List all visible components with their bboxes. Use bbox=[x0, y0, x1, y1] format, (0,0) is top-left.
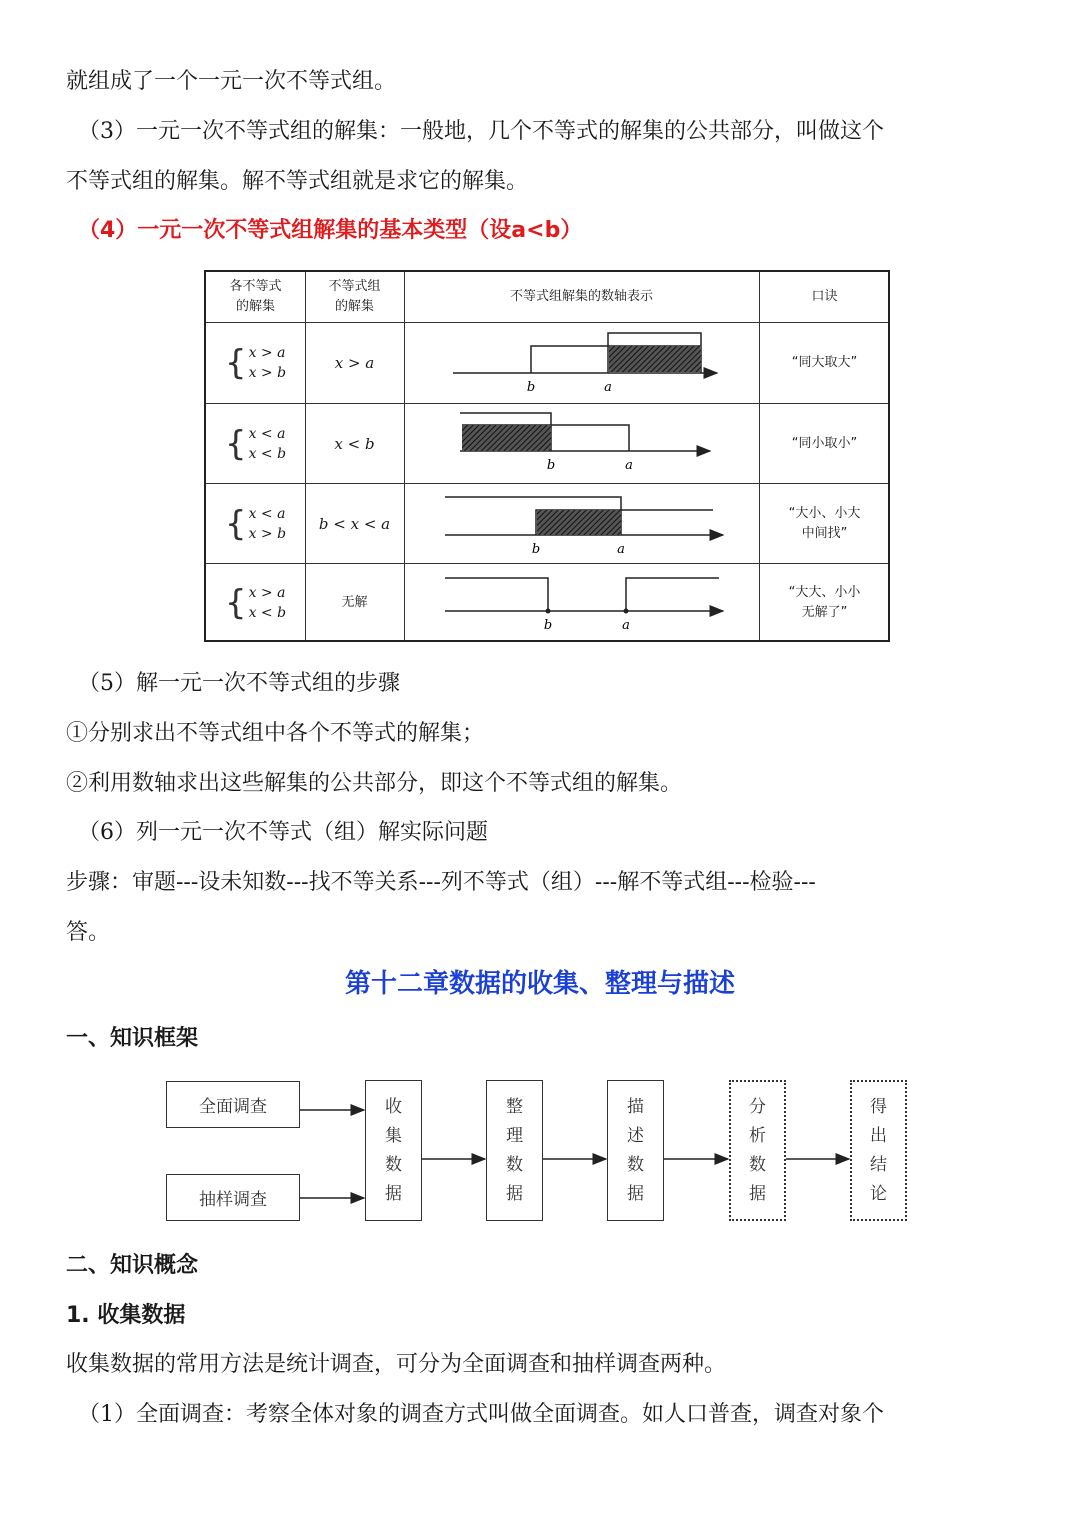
analyze-data-box: 分 析 数 据 bbox=[729, 1080, 786, 1221]
axis-label-a: a bbox=[625, 458, 633, 473]
subsection-heading: 1. 收集数据 bbox=[66, 1303, 186, 1328]
paragraph-line: ①分别求出不等式组中各个不等式的解集； bbox=[66, 721, 485, 746]
number-line-diagrams bbox=[405, 272, 759, 642]
organize-data-box: 整 理 数 据 bbox=[486, 1080, 543, 1221]
solution-set: x < b bbox=[334, 434, 375, 453]
paragraph-line: 就组成了一个一元一次不等式组。 bbox=[66, 69, 397, 94]
full-survey-box: 全面调查 bbox=[166, 1081, 300, 1128]
paragraph-line: （5）解一元一次不等式组的步骤 bbox=[78, 671, 400, 696]
table-header: 各不等式 的解集 bbox=[229, 279, 282, 314]
collect-data-box: 收 集 数 据 bbox=[365, 1080, 422, 1221]
rule-mnemonic: “大小、小大 中间找” bbox=[788, 505, 861, 541]
chapter-title: 第十二章数据的收集、整理与描述 bbox=[344, 969, 735, 999]
axis-label-a: a bbox=[617, 542, 625, 557]
section-heading: （4）一元一次不等式组解集的基本类型（设a<b） bbox=[78, 218, 583, 243]
paragraph-line: （3）一元一次不等式组的解集：一般地，几个不等式的解集的公共部分，叫做这个 bbox=[78, 119, 884, 144]
table-row: { x < a x > b bbox=[224, 503, 287, 544]
rule-mnemonic: “同大取大” bbox=[791, 355, 858, 370]
describe-data-box: 描 述 数 据 bbox=[607, 1080, 664, 1221]
number-line-row-3 bbox=[445, 497, 723, 557]
section-heading: 二、知识概念 bbox=[66, 1253, 199, 1278]
solution-set: 无解 bbox=[341, 595, 368, 610]
section-heading: 一、知识框架 bbox=[66, 1026, 199, 1051]
axis-label-b: b bbox=[526, 380, 536, 395]
rule-mnemonic: “大大、小小 无解了” bbox=[788, 585, 861, 620]
solution-set: x > a bbox=[334, 354, 375, 372]
axis-label-a: a bbox=[604, 380, 612, 395]
paragraph-line: ②利用数轴求出这些解集的公共部分，即这个不等式组的解集。 bbox=[66, 771, 683, 796]
draw-conclusion-box: 得 出 结 论 bbox=[850, 1080, 907, 1221]
sample-survey-box: 抽样调查 bbox=[166, 1174, 300, 1221]
number-line-row-2 bbox=[460, 413, 710, 473]
paragraph-line: 步骤：审题---设未知数---找不等关系---列不等式（组）---解不等式组---检验--- bbox=[66, 870, 816, 895]
number-line-row-4 bbox=[445, 578, 723, 633]
paragraph-line: 答。 bbox=[66, 920, 111, 945]
solution-set: b < x < a bbox=[318, 514, 391, 533]
rule-mnemonic: “同小取小” bbox=[791, 435, 858, 451]
axis-label-a: a bbox=[622, 618, 630, 633]
paragraph-line: （1）全面调查：考察全体对象的调查方式叫做全面调查。如人口普查，调查对象个 bbox=[78, 1402, 884, 1427]
table-header: 口诀 bbox=[811, 289, 838, 304]
axis-label-b: b bbox=[543, 618, 553, 633]
axis-label-b: b bbox=[531, 542, 541, 557]
table-row: { x < a x < b bbox=[224, 423, 287, 464]
table-row: { x > a x > b bbox=[224, 343, 287, 383]
table-row: { x > a x < b bbox=[224, 583, 287, 623]
paragraph-line: 收集数据的常用方法是统计调查，可分为全面调查和抽样调查两种。 bbox=[66, 1352, 727, 1377]
axis-label-b: b bbox=[546, 458, 556, 473]
table-header: 不等式组解集的数轴表示 bbox=[509, 289, 653, 304]
number-line-row-1 bbox=[453, 333, 717, 395]
paragraph-line: 不等式组的解集。解不等式组就是求它的解集。 bbox=[66, 169, 529, 194]
inequality-solution-table bbox=[204, 270, 890, 642]
paragraph-line: （6）列一元一次不等式（组）解实际问题 bbox=[78, 820, 488, 845]
table-header: 不等式组 的解集 bbox=[328, 279, 381, 314]
